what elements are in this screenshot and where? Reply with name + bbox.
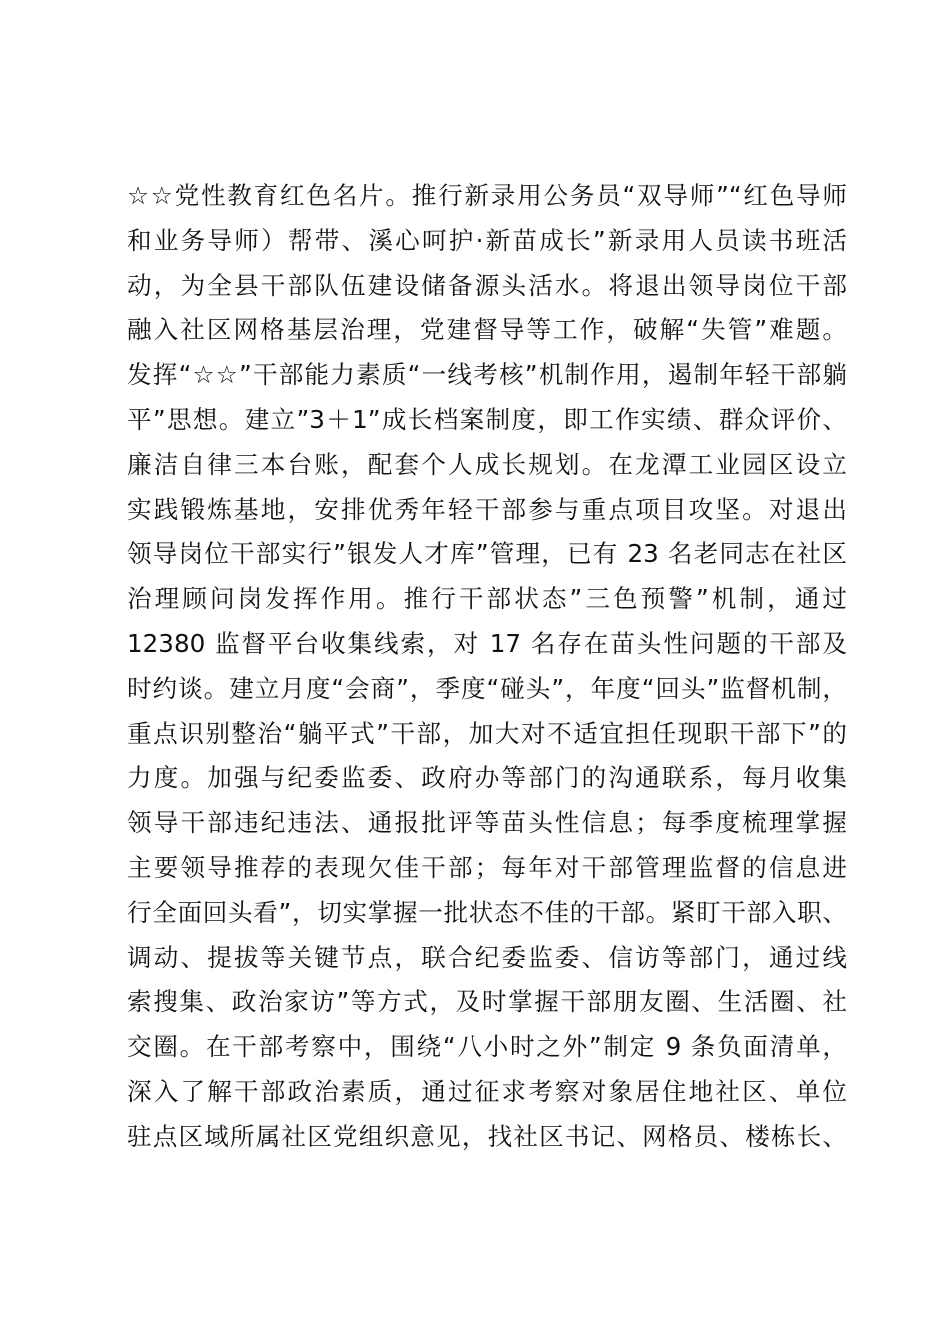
text-line: 领导干部违纪违法、通报批评等苗头性信息；每季度梳理掌握 — [127, 808, 847, 838]
text-line: 时约谈。建立月度“会商”，季度“碰头”，年度“回头”监督机制， — [127, 673, 847, 703]
body-paragraph — [127, 174, 847, 1160]
text-line: 重点识别整治“躺平式”干部，加大对不适宜担任现职干部下”的 — [127, 718, 847, 748]
text-line: 和业务导师）帮带、溪心呵护·新苗成长”新录用人员读书班活 — [127, 225, 847, 255]
text-line: 领导岗位干部实行”银发人才库”管理，已有 23 名老同志在社区 — [127, 539, 847, 569]
text-line: 廉洁自律三本台账，配套个人成长规划。在龙潭工业园区设立 — [127, 449, 847, 479]
text-line: 索搜集、政治家访”等方式，及时掌握干部朋友圈、生活圈、社 — [127, 987, 847, 1017]
text-line: 调动、提拔等关键节点，联合纪委监委、信访等部门，通过线 — [127, 942, 847, 972]
text-line: 平”思想。建立”3＋1”成长档案制度，即工作实绩、群众评价、 — [127, 404, 847, 434]
text-line: 交圈。在干部考察中，围绕“八小时之外”制定 9 条负面清单， — [127, 1032, 847, 1062]
text-line: 12380 监督平台收集线索，对 17 名存在苗头性问题的干部及 — [127, 628, 847, 658]
text-line: ☆☆党性教育红色名片。推行新录用公务员“双导师”“红色导师 — [127, 181, 847, 210]
text-line: 力度。加强与纪委监委、政府办等部门的沟通联系，每月收集 — [127, 763, 847, 793]
text-line: 行全面回头看”，切实掌握一批状态不佳的干部。紧盯干部入职、 — [127, 897, 847, 927]
text-line: 动，为全县干部队伍建设储备源头活水。将退出领导岗位干部 — [127, 270, 847, 300]
text-line: 发挥“☆☆”干部能力素质“一线考核”机制作用，遏制年轻干部躺 — [127, 360, 847, 390]
text-line: 深入了解干部政治素质，通过征求考察对象居住地社区、单位 — [127, 1076, 847, 1106]
text-line: 治理顾问岗发挥作用。推行干部状态”三色预警”机制，通过 — [127, 584, 847, 614]
text-line: 融入社区网格基层治理，党建督导等工作，破解“失管”难题。 — [127, 315, 847, 345]
text-line: 主要领导推荐的表现欠佳干部；每年对干部管理监督的信息进 — [127, 852, 847, 882]
text-line: 实践锻炼基地，安排优秀年轻干部参与重点项目攻坚。对退出 — [127, 494, 847, 524]
text-line: 驻点区域所属社区党组织意见，找社区书记、网格员、楼栋长、 — [127, 1121, 847, 1151]
